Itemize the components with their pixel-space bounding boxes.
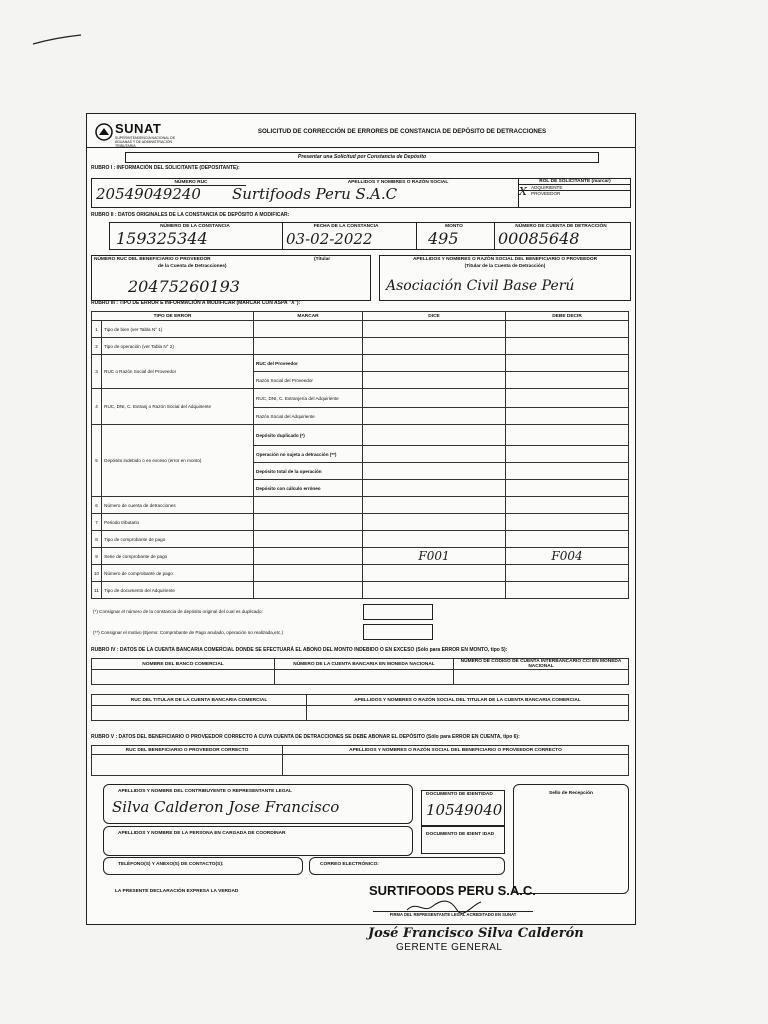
nom-benef-box [379, 255, 631, 301]
serie-dice: F001 [363, 548, 506, 565]
rol-adquiriente[interactable]: ADQUIRIENTE [519, 185, 631, 191]
note1: (*) Consignar el número de la constancia de depósito original del cual es duplicado: [93, 609, 263, 614]
rubro4-table-2: RUC DEL TITULAR DE LA CUENTA BANCARIA COMERCIAL APELLIDOS Y NOMBRES O RAZÓN SOCIAL DEL TITULAR DE LA CUENTA BANCARIA COMERCIAL [91, 694, 629, 721]
row-label: Periodo tributario [102, 514, 254, 531]
ruc-benef-label-3: (Titular [314, 257, 331, 262]
declaracion: LA PRESENTE DECLARACIÓN EXPRESA LA VERDAD [115, 889, 239, 894]
contrib-box: APELLIDOS Y NOMBRE DEL CONTRIBUYENTE O REPRESENTANTE LEGAL Silva Calderon Jose Francisco [103, 784, 413, 824]
ruc-benef-label: NÚMERO RUC DEL BENEFICIARIO O PROVEEDOR [94, 257, 211, 262]
rol-mark: X [519, 185, 527, 198]
signature-icon [403, 898, 483, 916]
serie-debe: F004 [506, 548, 629, 565]
logo-subtext: SUPERINTENDENCIA NACIONAL DE ADUANAS Y DE ADMINISTRACIÓN TRIBUTARIA [115, 136, 176, 148]
sello-box: Sello de Recepción [513, 784, 629, 894]
note2: (**) Consignar el motivo (Ejemo: Comprobante de Pago anulado, operación no realizada,etc.) [93, 630, 283, 635]
rol-proveedor[interactable]: PROVEEDOR [531, 191, 561, 196]
firma-label: FIRMA DEL REPRESENTANTE LEGAL ACREDITADO EN SUNAT [389, 912, 517, 917]
rubro2-title: RUBRO II : DATOS ORIGINALES DE LA CONSTANCIA DE DEPÓSITO A MODIFICAR: [91, 212, 290, 218]
doc2-box: DOCUMENTO DE IDENT IDAD [421, 826, 505, 854]
rol-label: ROL DE SOLICITANTE (marcar) [519, 179, 631, 185]
nom-benef-value: Asociación Civil Base Perú [386, 278, 575, 294]
form-page [86, 113, 636, 925]
row-label: Número de cuenta de detracciones [102, 497, 254, 514]
stamp-name: José Francisco Silva Calderón [368, 926, 584, 941]
pen-mark-icon [32, 32, 82, 46]
rubro5-table: RUC DEL BENEFICIARIO O PROVEEDOR CORRECTO APELLIDOS Y NOMBRES O RAZÓN SOCIAL DEL BENEFICIARIO O PROVEEDOR CORRECTO [91, 745, 629, 776]
logo-text: SUNAT [115, 121, 162, 136]
row-label: Tipo de comprobante de pago [102, 531, 254, 548]
sunat-emblem-icon [95, 123, 113, 141]
row-label: Tipo de operación (ver Tabla N° 2) [102, 338, 254, 355]
rubro1-title: RUBRO I : INFORMACIÓN DEL SOLICITANTE (DEPOSITANTE): [91, 165, 240, 171]
stamp-role: GERENTE GENERAL [396, 942, 503, 953]
row-label: Depósito indebido o en exceso (error en monto) [102, 425, 254, 497]
ruc-benef-box [91, 255, 371, 301]
row-label: RUC o Razón Social del Proveedor [102, 355, 254, 389]
contrib-value: Silva Calderon Jose Francisco [112, 798, 340, 816]
stamp-company: SURTIFOODS PERU S.A.C. [369, 883, 536, 898]
cuenta-label: NÚMERO DE CUENTA DE DETRACCIÓN [515, 224, 607, 229]
doc-box: DOCUMENTO DE IDENTIDAD 10549040 [421, 790, 505, 826]
constancia-label: NÚMERO DE LA CONSTANCIA [160, 224, 230, 229]
ruc-benef-value: 20475260193 [128, 277, 240, 296]
constancia-value: 159325344 [116, 229, 208, 248]
row-label: Tipo de documento del Adquiriente [102, 582, 254, 599]
rubro5-title: RUBRO V : DATOS DEL BENEFICIARIO O PROVEEDOR CORRECTO A CUYA CUENTA DE DETRACCIONES SE DEBE ABONAR EL DEPÓSITO (Sólo para ERROR EN CUENTA, tipo 6): [91, 734, 520, 740]
row-label: Número de comprobante de pago [102, 565, 254, 582]
tel-box: TELÉFONO(S) Y ANEXO(S) DE CONTACTO(S): [103, 857, 303, 875]
fecha-value: 03-02-2022 [286, 230, 373, 248]
doc-value: 10549040 [426, 801, 503, 819]
name-value: Surtifoods Peru S.A.C [232, 185, 398, 203]
row-label: RUC, DNI, C. Extranj o Razón Social del Adquiriente [102, 389, 254, 425]
sunat-logo [93, 120, 185, 146]
h-debe: DEBE DECIR [506, 312, 629, 321]
form-title: SOLICITUD DE CORRECCIÓN DE ERRORES DE CONSTANCIA DE DEPÓSITO DE DETRACCIONES [257, 128, 547, 135]
form-subtitle: Presentar una Solicitud por Constancia de Depósito [125, 152, 599, 163]
fecha-label: FECHA DE LA CONSTANCIA [313, 224, 379, 229]
rubro3-table: TIPO DE ERROR MARCAR DICE DEBE DECIR 1 Tipo de bien (ver Tabla N° 1) 2 Tipo de operación (ver Tabla N° 2) 3 RUC o Razón Social del Proveedor RUC del Proveedor Razón Social del Proveedor 4 RUC, DNI, C. Extranj o Razón Social del Adquiriente RUC, DNI, C. Extranjería del Adquiriente Razón Social del Adquiriente 5 Depósito indebido o en exceso (error en monto) Depósito duplicado (*) Operación no sujeta a detracción (**) Depósito total de la operación Depósito con cálculo erróneo 6 Número de cuenta de detracciones 7 Periodo tributario 8 Tipo de comprobante de pago 9 Serie de comprobante de pago F001 F004 10 Número de comprobante de pago 11 Tipo de documento del Adquiriente [91, 311, 629, 599]
note2-box[interactable] [363, 624, 433, 640]
nom-benef-label: APELLIDOS Y NOMBRES O RAZÓN SOCIAL DEL BENEFICIARIO O PROVEEDOR [412, 257, 598, 262]
correo-box: CORREO ELECTRÓNICO: [309, 857, 505, 875]
rubro2-top [109, 222, 631, 250]
note1-box[interactable] [363, 604, 433, 620]
rubro4-table-1: NOMBRE DEL BANCO COMERCIAL NÚMERO DE LA CUENTA BANCARIA EN MONEDA NACIONAL NÚMERO DE CÓDIGO DE CUENTA INTERBANCARIO CCI EN MONEDA NACIONAL [91, 658, 629, 685]
name-label: APELLIDOS Y NOMBRES O RAZÓN SOCIAL [347, 180, 449, 185]
ruc-label: NÚMERO RUC [136, 180, 246, 186]
ruc-benef-label-2: de la Cuenta de Detracciones) [158, 264, 227, 269]
row-label: Serie de comprobante de pago [102, 548, 254, 565]
persona-box: APELLIDOS Y NOMBRE DE LA PERSONA EN CARGADA DE COORDINAR [103, 826, 413, 856]
rubro1-box [91, 178, 631, 208]
h-tipo: TIPO DE ERROR [92, 312, 254, 321]
monto-value: 495 [428, 229, 459, 248]
rubro3-title: RUBRO III : TIPO DE ERROR E INFORMACIÓN A MODIFICAR (MARCAR CON ASPA "X"): [91, 300, 301, 306]
nom-benef-label-2: (Titular de la Cuenta de Detracción) [464, 264, 546, 269]
row-label: Tipo de bien (ver Tabla N° 1) [102, 321, 254, 338]
ruc-value: 20549049240 [96, 185, 201, 203]
h-marcar: MARCAR [254, 312, 363, 321]
monto-label: MONTO [445, 224, 463, 229]
h-dice: DICE [363, 312, 506, 321]
rubro4-title: RUBRO IV : DATOS DE LA CUENTA BANCARIA COMERCIAL DONDE SE EFECTUARÁ EL ABONO DEL MONTO INDEBIDO O EN EXCESO (Sólo para ERROR EN MONTO, tipo 5): [91, 647, 508, 653]
cuenta-value: 00085648 [498, 229, 580, 248]
